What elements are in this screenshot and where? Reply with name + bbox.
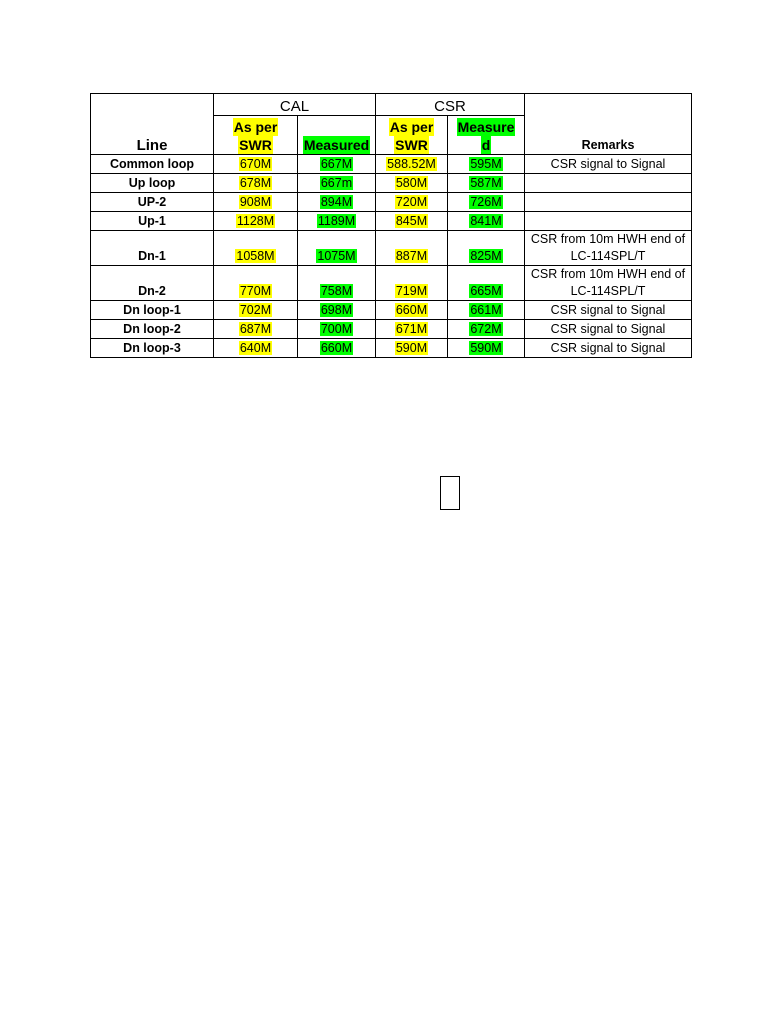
csr-measured-cell-value: 665M	[470, 284, 502, 298]
cal-as-per-swr-cell	[214, 174, 298, 193]
table-row	[91, 193, 692, 212]
table-row	[91, 231, 692, 266]
csr-measured-line1: Measure	[457, 119, 515, 135]
line-name-cell: Up-1	[91, 212, 214, 231]
cal-measured-cell-value: 894M	[320, 195, 353, 209]
cal-as-per-swr-cell	[214, 212, 298, 231]
csr-as-per-swr-cell-value: 719M	[395, 284, 428, 298]
csr-measured-cell	[448, 212, 525, 231]
cal-as-per-swr-header	[214, 116, 298, 155]
line-name-cell: Dn loop-3	[91, 339, 214, 358]
empty-text-box	[440, 476, 460, 510]
table-row	[91, 301, 692, 320]
cal-measured-cell-value: 700M	[320, 322, 353, 336]
remarks-line: CSR signal to Signal	[550, 341, 666, 355]
csr-as-per-swr-cell	[376, 231, 448, 266]
csr-measured-cell-value: 841M	[470, 214, 502, 228]
table-row	[91, 320, 692, 339]
line-name-cell: Dn loop-2	[91, 320, 214, 339]
line-name-cell: Common loop	[91, 155, 214, 174]
csr-as-per-swr-cell-value: 720M	[395, 195, 428, 209]
cal-measured-cell	[298, 320, 376, 339]
table-row	[91, 155, 692, 174]
cal-measured-cell	[298, 193, 376, 212]
cal-measured-label: Measured	[303, 137, 370, 153]
csr-measured-line2: d	[481, 137, 491, 153]
csr-as-per-swr-header	[376, 116, 448, 155]
csr-as-per-swr-cell-value: 660M	[395, 303, 428, 317]
csr-as-per-swr-cell	[376, 320, 448, 339]
cal-as-per-swr-cell	[214, 339, 298, 358]
cal-as-per-swr-cell-value: 770M	[239, 284, 272, 298]
cal-measured-cell	[298, 266, 376, 301]
csr-measured-cell-value: 825M	[470, 249, 502, 263]
remarks-line: LC-114SPL/T	[570, 284, 646, 298]
measurement-table	[90, 93, 692, 358]
remarks-line: CSR from 10m HWH end of	[530, 232, 686, 246]
table-row	[91, 339, 692, 358]
csr-measured-cell-value: 661M	[470, 303, 502, 317]
cal-as-per-swr-cell-value: 670M	[239, 157, 272, 171]
cal-as-per-swr-cell-value: 640M	[239, 341, 272, 355]
cal-measured-cell-value: 1075M	[317, 249, 356, 263]
csr-as-per-swr-cell-value: 671M	[395, 322, 428, 336]
csr-measured-cell	[448, 301, 525, 320]
cal-measured-cell-value: 660M	[320, 341, 353, 355]
csr-as-per-swr-cell	[376, 301, 448, 320]
csr-measured-cell-value: 726M	[470, 195, 502, 209]
cal-measured-cell-value: 758M	[320, 284, 353, 298]
csr-measured-cell	[448, 320, 525, 339]
cal-measured-cell	[298, 231, 376, 266]
remarks-cell	[525, 212, 692, 231]
remarks-cell	[525, 155, 692, 174]
csr-as-per-swr-cell	[376, 155, 448, 174]
csr-measured-header	[448, 116, 525, 155]
csr-measured-cell-value: 672M	[470, 322, 502, 336]
csr-header: CSR	[376, 94, 525, 116]
table-row	[91, 212, 692, 231]
table-row	[91, 266, 692, 301]
line-name-cell: Dn-2	[91, 266, 214, 301]
cal-as-per-swr-cell-value: 908M	[239, 195, 272, 209]
csr-measured-cell	[448, 231, 525, 266]
cal-as-per-swr-cell	[214, 231, 298, 266]
cal-measured-cell-value: 1189M	[317, 214, 356, 228]
cal-as-per-swr-cell	[214, 266, 298, 301]
cal-as-per-swr-cell	[214, 320, 298, 339]
remarks-line: CSR signal to Signal	[550, 157, 666, 171]
remarks-line: CSR from 10m HWH end of	[530, 267, 686, 281]
cal-measured-cell	[298, 301, 376, 320]
cal-measured-cell	[298, 339, 376, 358]
remarks-cell	[525, 320, 692, 339]
csr-as-per-swr-cell-value: 588.52M	[387, 157, 436, 171]
cal-header: CAL	[214, 94, 376, 116]
csr-as-per-swr-cell	[376, 266, 448, 301]
csr-measured-cell	[448, 266, 525, 301]
cal-measured-cell	[298, 174, 376, 193]
cal-as-per-swr-cell	[214, 155, 298, 174]
csr-as-per-swr-cell-value: 590M	[395, 341, 428, 355]
cal-measured-cell	[298, 212, 376, 231]
remarks-cell	[525, 193, 692, 212]
csr-measured-cell	[448, 339, 525, 358]
cal-as-per-swr-cell-value: 1128M	[236, 214, 275, 228]
cal-as-per-swr-cell-value: 687M	[239, 322, 272, 336]
remarks-header: Remarks	[525, 94, 692, 155]
cal-measured-cell	[298, 155, 376, 174]
csr-as-per-swr-cell	[376, 339, 448, 358]
remarks-cell	[525, 339, 692, 358]
csr-as-per-swr-cell-value: 845M	[395, 214, 428, 228]
csr-as-per-swr-cell	[376, 193, 448, 212]
line-header: Line	[91, 94, 214, 155]
remarks-cell	[525, 231, 692, 266]
csr-measured-cell	[448, 155, 525, 174]
cal-as-per-swr-cell-value: 702M	[239, 303, 272, 317]
csr-measured-cell-value: 587M	[470, 176, 502, 190]
cal-as-per-line2: SWR	[239, 137, 272, 153]
csr-measured-cell	[448, 193, 525, 212]
remarks-cell	[525, 174, 692, 193]
csr-as-per-swr-cell	[376, 212, 448, 231]
cal-measured-cell-value: 667M	[320, 157, 353, 171]
cal-as-per-swr-cell-value: 678M	[239, 176, 272, 190]
remarks-line: CSR signal to Signal	[550, 322, 666, 336]
cal-measured-cell-value: 667m	[320, 176, 353, 190]
cal-measured-header	[298, 116, 376, 155]
line-name-cell: Dn loop-1	[91, 301, 214, 320]
csr-as-per-line1: As per	[389, 119, 434, 135]
line-name-cell: UP-2	[91, 193, 214, 212]
csr-measured-cell-value: 590M	[470, 341, 502, 355]
remarks-line: CSR signal to Signal	[550, 303, 666, 317]
cal-as-per-swr-cell	[214, 193, 298, 212]
cal-as-per-swr-cell-value: 1058M	[236, 249, 275, 263]
line-name-cell: Up loop	[91, 174, 214, 193]
csr-measured-cell	[448, 174, 525, 193]
csr-measured-cell-value: 595M	[470, 157, 502, 171]
remarks-cell	[525, 266, 692, 301]
csr-as-per-swr-cell-value: 580M	[395, 176, 428, 190]
csr-as-per-line2: SWR	[395, 137, 428, 153]
cal-measured-cell-value: 698M	[320, 303, 353, 317]
line-name-cell: Dn-1	[91, 231, 214, 266]
remarks-line: LC-114SPL/T	[570, 249, 646, 263]
cal-as-per-line1: As per	[233, 119, 278, 135]
table-row	[91, 174, 692, 193]
csr-as-per-swr-cell	[376, 174, 448, 193]
csr-as-per-swr-cell-value: 887M	[395, 249, 428, 263]
remarks-cell	[525, 301, 692, 320]
cal-as-per-swr-cell	[214, 301, 298, 320]
